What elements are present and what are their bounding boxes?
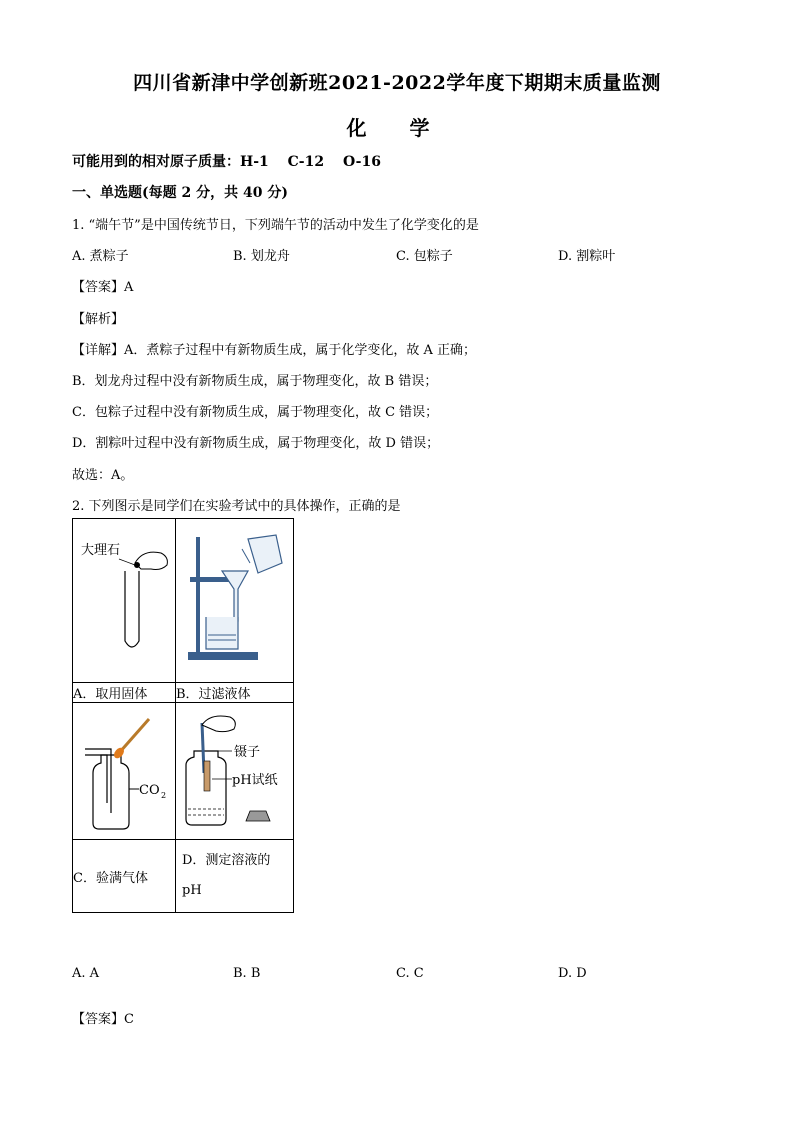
co2-label: CO — [139, 783, 160, 798]
q1-detail-line: C．包粽子过程中没有新物质生成，属于物理变化，故 C 错误； — [72, 405, 439, 420]
subject-title: 化 学 — [346, 116, 448, 140]
q1-option-b: B. 划龙舟 — [233, 249, 290, 264]
figure-d-caption-line2: pH — [182, 883, 202, 898]
q1-detail-line: 【详解】A．煮粽子过程中有新物质生成，属于化学变化，故 A 正确； — [72, 343, 477, 358]
hand-icon — [135, 552, 167, 569]
atomic-masses: 可能用到的相对原子质量：H-1 C-12 O-16 — [72, 154, 381, 170]
iron-stand-rod — [196, 537, 200, 655]
pouring-beaker-icon — [248, 535, 282, 573]
q1-answer: 【答案】A — [72, 280, 134, 295]
figure-a-cell — [73, 519, 176, 683]
figure-c-cell — [73, 703, 176, 840]
page-title: 四川省新津中学创新班2021-2022学年度下期期末质量监测 — [133, 72, 661, 94]
q2-option-d: D. D — [558, 966, 587, 981]
figure-b-cell — [176, 519, 294, 683]
tweezers-icon — [202, 723, 204, 773]
q1-conclusion: 故选：A。 — [72, 468, 134, 483]
tweezers-label: 镊子 — [234, 745, 261, 760]
q2-option-c: C. C — [396, 966, 424, 981]
figure-d-caption — [176, 840, 294, 913]
question-2-stem: 2. 下列图示是同学们在实验考试中的具体操作，正确的是 — [72, 499, 401, 514]
ph-paper-strip — [204, 761, 210, 791]
q1-detail-line: D．割粽叶过程中没有新物质生成，属于物理变化，故 D 错误； — [72, 436, 440, 451]
q1-option-c: C. 包粽子 — [396, 249, 453, 264]
figure-b-caption: B．过滤液体 — [176, 683, 294, 703]
co2-subscript: 2 — [161, 791, 167, 800]
q1-option-d: D. 割粽叶 — [558, 249, 616, 264]
q2-answer: 【答案】C — [72, 1012, 134, 1027]
figure-d-cell — [176, 703, 294, 840]
q2-option-b: B. B — [233, 966, 261, 981]
figure-d-ph-test — [176, 703, 293, 839]
q1-analysis-label: 【解析】 — [72, 312, 125, 327]
section-heading: 一、单选题(每题 2 分，共 40 分) — [72, 185, 288, 201]
q1-option-a: A. 煮粽子 — [72, 249, 129, 264]
burning-splint-icon — [119, 719, 149, 753]
marble-label: 大理石 — [81, 543, 121, 558]
ph-paper-label: pH试纸 — [232, 773, 278, 788]
figure-c-caption: C．验满气体 — [73, 840, 176, 913]
bottle-stopper-icon — [246, 811, 270, 821]
beaker-bottom-icon — [206, 617, 238, 649]
figure-d-caption-line1: D．测定溶液的 — [182, 853, 271, 868]
question-1-stem: 1. “端午节”是中国传统节日，下列端午节的活动中发生了化学变化的是 — [72, 218, 479, 233]
glass-rod — [242, 549, 250, 563]
hand-icon — [202, 716, 235, 732]
figure-a-caption: A．取用固体 — [73, 683, 176, 703]
q1-detail-line: B．划龙舟过程中没有新物质生成，属于物理变化，故 B 错误； — [72, 374, 438, 389]
test-tube-icon — [125, 571, 139, 647]
figure-a-taking-solid — [73, 519, 175, 682]
inlet-tube — [85, 755, 107, 803]
figure-c-gas-check — [73, 703, 175, 839]
figure-table — [72, 518, 294, 913]
q2-option-a: A. A — [72, 966, 100, 981]
figure-b-filtration — [176, 519, 293, 682]
